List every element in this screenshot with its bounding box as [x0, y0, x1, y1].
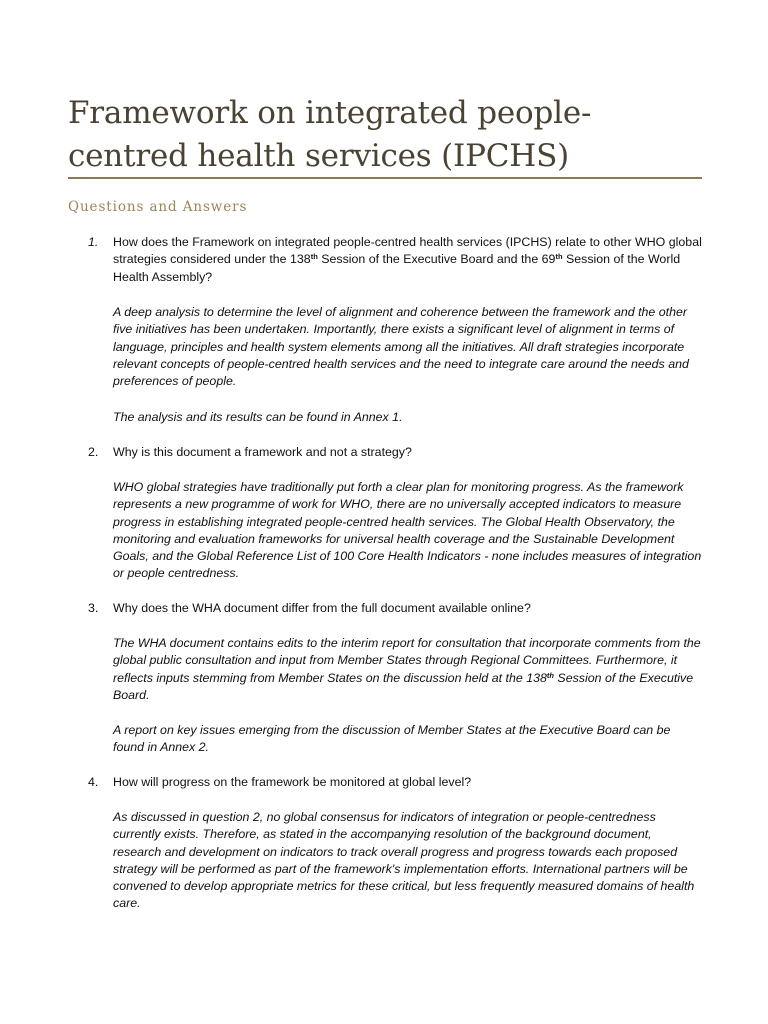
document-subtitle: Questions and Answers: [68, 199, 248, 215]
answer-paragraph: A report on key issues emerging from the discussion of Member States at the Executive Board can be found in Annex 2.: [113, 723, 671, 755]
question-number: 4.: [88, 775, 99, 789]
answer-paragraph: The analysis and its results can be found in Annex 1.: [113, 410, 403, 424]
answer-paragraph: A deep analysis to determine the level of alignment and coherence between the framework and the other five initiatives has been undertaken. Importantly, there exists a significant level of alignment in terms of language, principles and health system elements among all the initiatives. All draft strategies incorporate relevant concepts of people-centred health services and the need to integrate care around the needs and preferences of people.: [113, 305, 689, 389]
question-number: 1.: [88, 235, 99, 249]
answer-paragraph: As discussed in question 2, no global consensus for indicators of integration or people-centredness currently exists. Therefore, as stated in the accompanying resolution of the background document, research and development on indicators to track overall progress and progress towards each proposed strategy will be performed as part of the framework's implementation efforts. International partners will be convened to develop appropriate metrics for these critical, but less frequently measured domains of health care.: [113, 810, 695, 911]
title-divider: [68, 177, 702, 179]
question-text: How does the Framework on integrated people-centred health services (IPCHS) relate to other WHO global strategies considered under the 138th Session of the Executive Board and the 69th Session of the World Health Assembly?: [113, 235, 702, 284]
question-text: Why is this document a framework and not a strategy?: [113, 445, 412, 459]
document-title: Framework on integrated people-centred health services (IPCHS): [68, 95, 592, 174]
question-text: Why does the WHA document differ from the full document available online?: [113, 601, 531, 615]
question-number: 3.: [88, 601, 99, 615]
question-number: 2.: [88, 445, 99, 459]
answer-paragraph: The WHA document contains edits to the interim report for consultation that incorporate comments from the global public consultation and input from Member States through Regional Committees. Furthermore, it reflects inputs stemming from Member States on the discussion held at the 138th Session of the Executive Board.: [113, 636, 701, 702]
question-text: How will progress on the framework be monitored at global level?: [113, 775, 472, 789]
answer-paragraph: WHO global strategies have traditionally put forth a clear plan for monitoring progress. As the framework represents a new programme of work for WHO, there are no universally accepted indicators to measure progress in establishing integrated people-centred health services. The Global Health Observatory, the monitoring and evaluation frameworks for universal health coverage and the Sustainable Development Goals, and the Global Reference List of 100 Core Health Indicators - none includes measures of integration or people centredness.: [113, 480, 702, 581]
